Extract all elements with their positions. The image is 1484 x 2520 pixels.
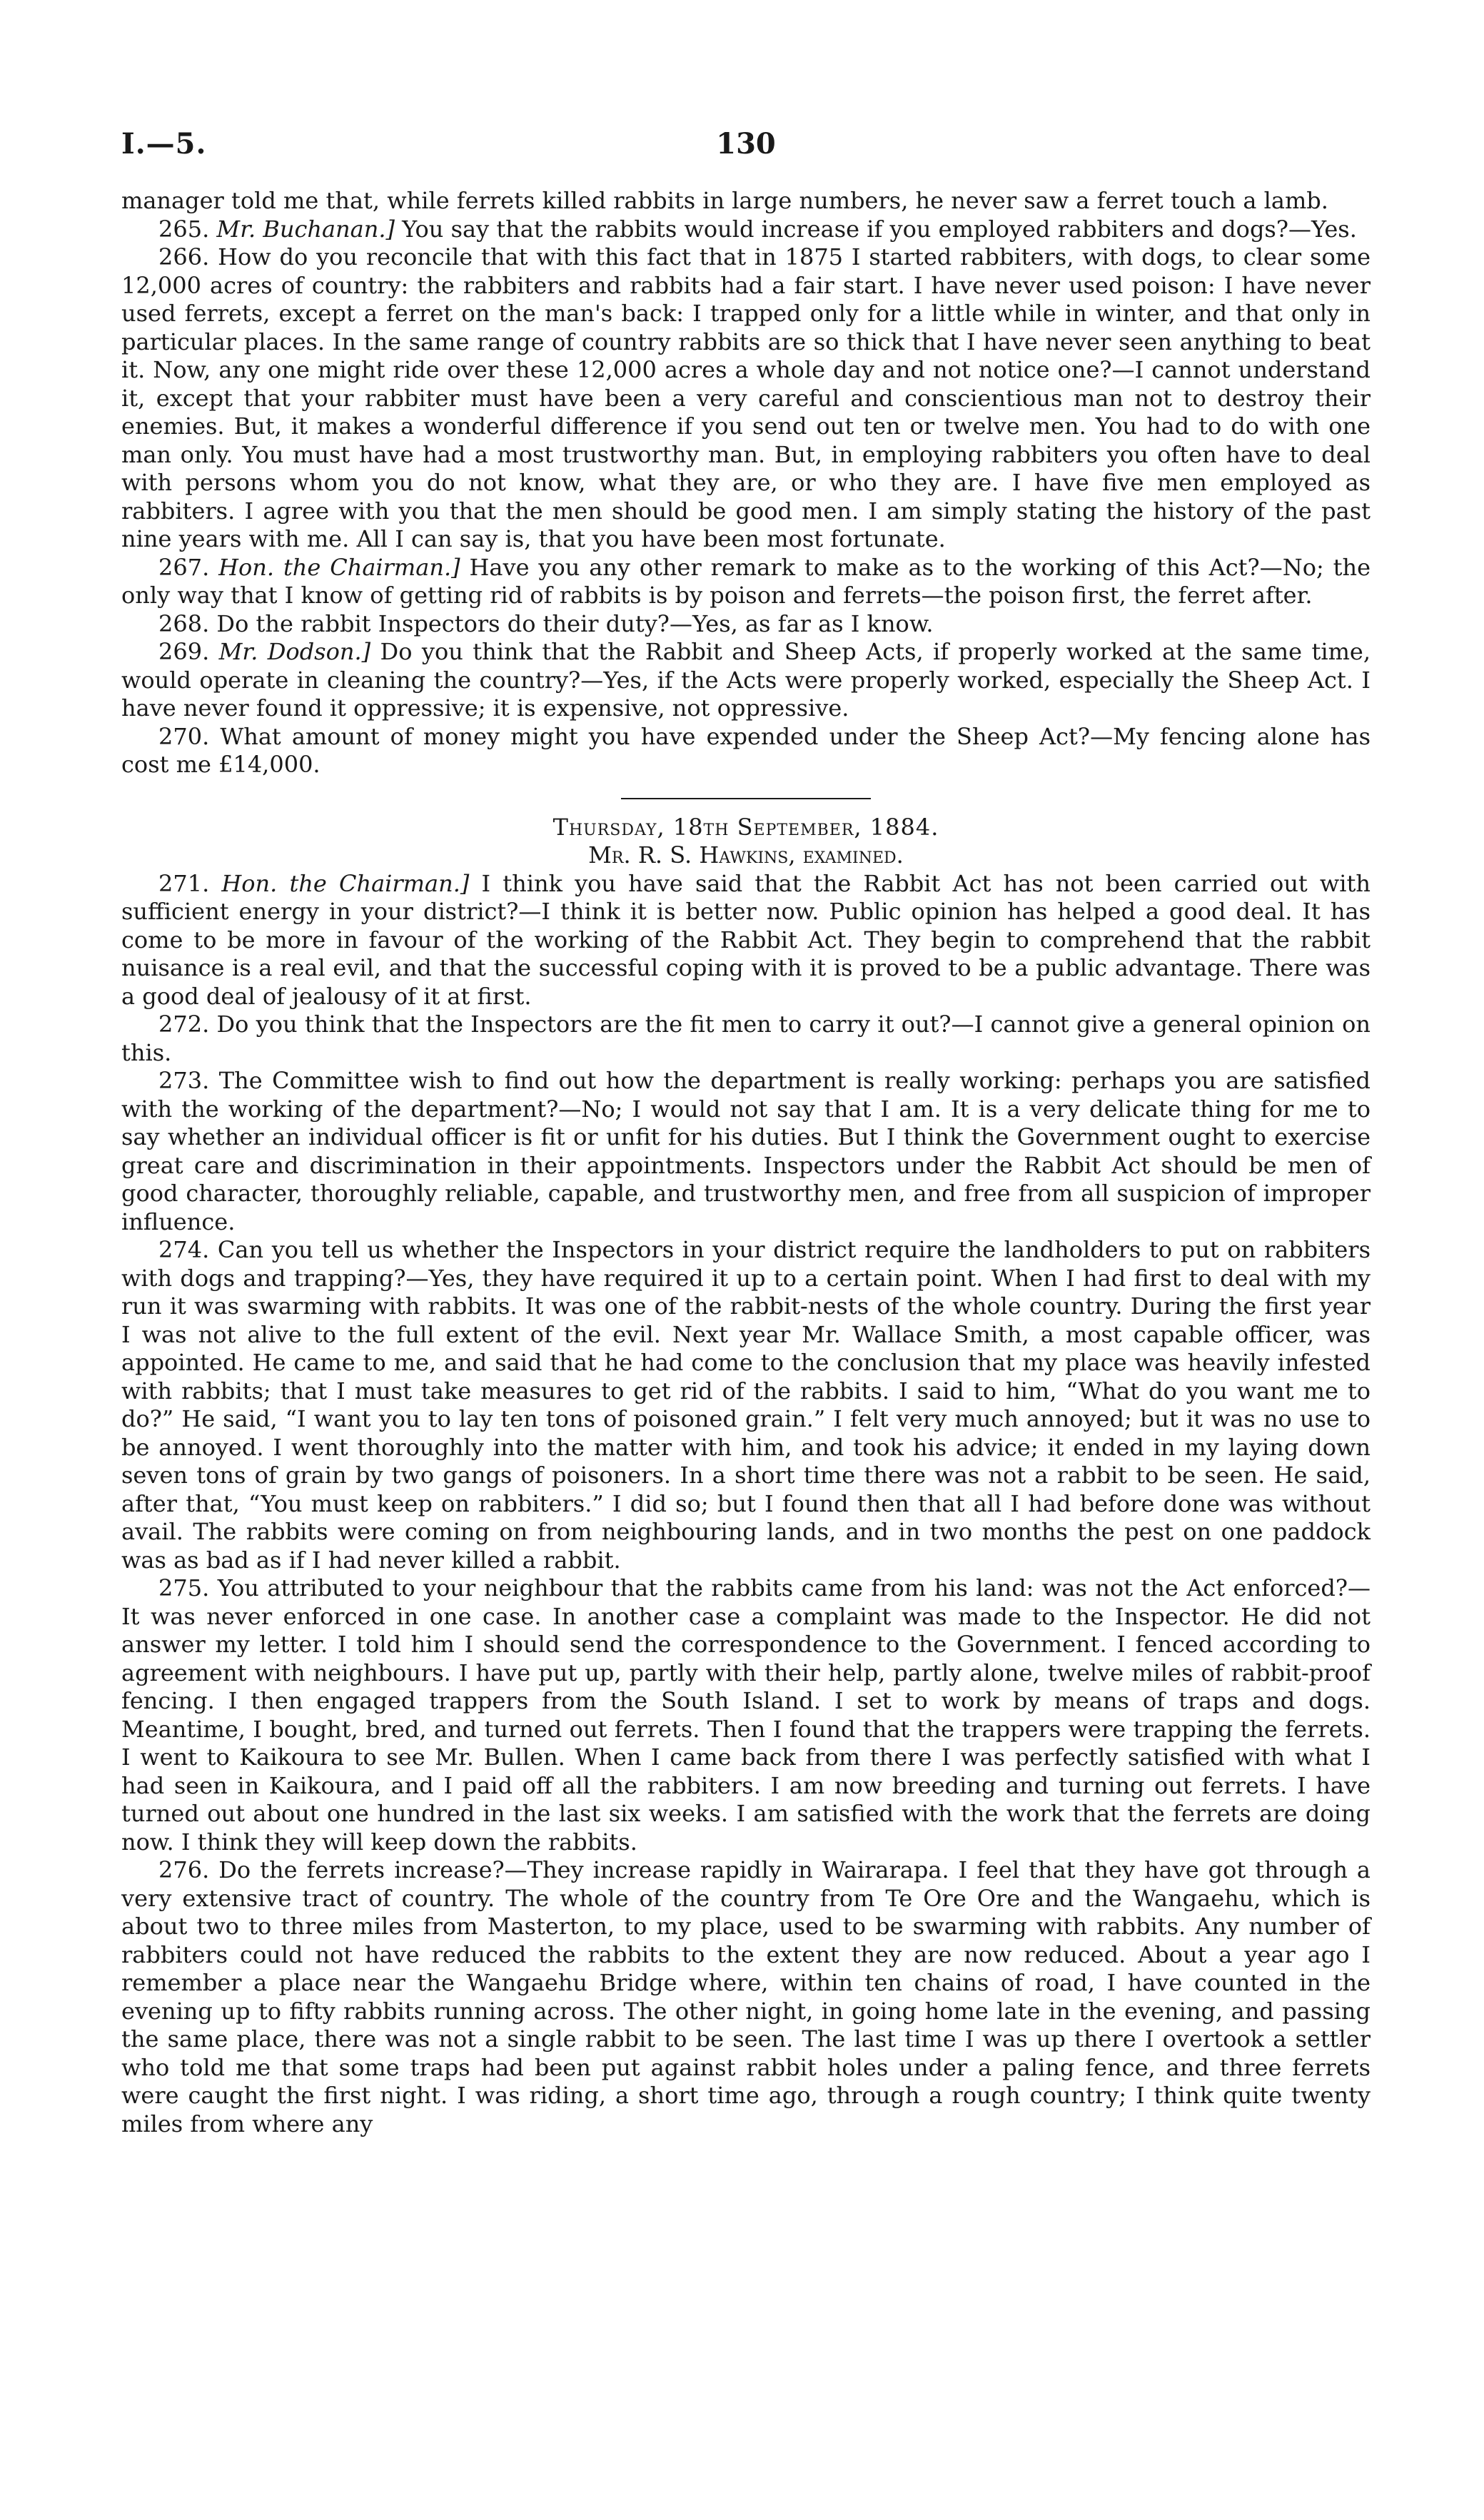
session-date: Thursday, 18th September, 1884. [552, 813, 939, 841]
witness-heading [121, 841, 1371, 870]
witness-name: Mr. R. S. Hawkins, examined. [588, 841, 904, 869]
question-number: 276. [158, 1856, 210, 1883]
question-text: What amount of money might you have expended under the Sheep Act?—My fencing alone has cost me £14,000. [121, 722, 1371, 778]
page-header [121, 127, 1371, 170]
paragraph-continuation: manager told me that, while ferrets killed rabbits in large numbers, he never saw a ferret touch a lamb. [121, 187, 1328, 214]
question-text: How do you reconcile that with this fact that in 1875 I started rabbiters, with dogs, to clear some 12,000 acres of country: the rabbiters and rabbits had a fair start. I have never used poison: I have never used ferrets, except a ferret on the man's back: I trapped only for a little while in winter, and that only in particular places. In the same range of country rabbits are so thick that I have never seen anything to beat it. Now, any one might ride over these 12,000 acres a whole day and not notice one?—I cannot understand it, except that your rabbiter must have been a very careful and conscientious man not to destroy their enemies. But, it makes a wonderful difference if you send out ten or twelve men. You had to do with one man only. You must have had a most trustworthy man. But, in employing rabbiters you often have to deal with persons whom you do not know, what they are, or who they are. I have five men employed as rabbiters. I agree with you that the men should be good men. I am simply stating the history of the past nine years with me. All I can say is, that you have been most fortunate. [121, 243, 1371, 552]
question-text: Do you think that the Inspectors are the fit men to carry it out?—I cannot give a general opinion on this. [121, 1011, 1371, 1066]
question-265 [121, 216, 1371, 244]
question-number: 272. [158, 1011, 210, 1038]
speaker: Mr. Buchanan.] [216, 215, 395, 243]
question-273 [121, 1067, 1371, 1236]
question-text: Can you tell us whether the Inspectors in your district require the landholders to put on rabbiters with dogs and trapping?—Yes, they have required it up to a certain point. When I had first to deal with my run it was swarming with rabbits. It was one of the rabbit-nests of the whole country. During the first year I was not alive to the full extent of the evil. Next year Mr. Wallace Smith, a most capable officer, was appointed. He came to me, and said that he had come to the conclusion that my place was heavily infested with rabbits; that I must take measures to get rid of the rabbits. I said to him, “What do you want me to do?” He said, “I want you to lay ten tons of poisoned grain.” I felt very much annoyed; but it was no use to be annoyed. I went thoroughly into the matter with him, and took his advice; it ended in my laying down seven tons of grain by two gangs of poisoners. In a short time there was not a rabbit to be seen. He said, after that, “You must keep on rabbiters.” I did so; but I found then that all I had before done was without avail. The rabbits were coming on from neighbouring lands, and in two months the pest on one paddock was as bad as if I had never killed a rabbit. [121, 1236, 1371, 1574]
question-number: 266. [158, 243, 210, 270]
page-number: 130 [716, 127, 776, 161]
question-number: 267. [158, 553, 210, 581]
question-text: I think you have said that the Rabbit Act has not been carried out with sufficient energy in your district?—I think it is better now. Public opinion has helped a good deal. It has come to be more in favour of the working of the Rabbit Act. They begin to comprehend that the rabbit nuisance is a real evil, and that the successful coping with it is proved to be a public advantage. There was a good deal of jealousy of it at first. [121, 869, 1371, 1010]
speaker: Mr. Dodson.] [218, 638, 371, 665]
question-268 [121, 610, 1371, 639]
section-divider [621, 798, 871, 799]
question-272 [121, 1011, 1371, 1067]
question-number: 269. [158, 638, 210, 665]
question-270 [121, 723, 1371, 779]
question-267 [121, 554, 1371, 610]
question-number: 271. [158, 869, 210, 897]
question-276 [121, 1856, 1371, 2138]
speaker: Hon. the Chairman.] [221, 869, 470, 897]
paper-reference: I.—5. [121, 127, 207, 161]
question-275 [121, 1574, 1371, 1856]
question-number: 275. [158, 1574, 210, 1601]
body-text [121, 187, 1371, 2138]
question-number: 268. [158, 609, 210, 637]
question-text: Have you any other remark to make as to the working of this Act?—No; the only way that I know of getting rid of rabbits is by poison and ferrets—the poison first, the ferret after. [121, 553, 1371, 609]
question-number: 270. [158, 722, 210, 750]
question-number: 274. [158, 1236, 210, 1263]
question-text: You say that the rabbits would increase if you employed rabbiters and dogs?—Yes. [402, 215, 1357, 243]
speaker: Hon. the Chairman.] [218, 553, 460, 581]
question-number: 265. [158, 215, 210, 243]
question-number: 273. [158, 1067, 210, 1094]
question-266 [121, 243, 1371, 554]
question-text: Do you think that the Rabbit and Sheep Acts, if properly worked at the same time, would operate in cleaning the country?—Yes, if the Acts were properly worked, especially the Sheep Act. I have never found it oppressive; it is expensive, not oppressive. [121, 638, 1371, 722]
document-page [121, 0, 1371, 2520]
question-text: Do the rabbit Inspectors do their duty?—Yes, as far as I know. [216, 609, 934, 637]
question-text: You attributed to your neighbour that the rabbits came from his land: was not the Act enforced?—It was never enforced in one case. In another case a complaint was made to the Inspector. He did not answer my letter. I told him I should send the correspondence to the Government. I fenced according to agreement with neighbours. I have put up, partly with their help, partly alone, twelve miles of rabbit-proof fencing. I then engaged trappers from the South Island. I set to work by means of traps and dogs. Meantime, I bought, bred, and turned out ferrets. Then I found that the trappers were trapping the ferrets. I went to Kaikoura to see Mr. Bullen. When I came back from there I was perfectly satisfied with what I had seen in Kaikoura, and I paid off all the rabbiters. I am now breeding and turning out ferrets. I have turned out about one hundred in the last six weeks. I am satisfied with the work that the ferrets are doing now. I think they will keep down the rabbits. [121, 1574, 1371, 1856]
question-text: The Committee wish to find out how the department is really working: perhaps you are satisfied with the working of the department?—No; I would not say that I am. It is a very delicate thing for me to say whether an individual officer is fit or unfit for his duties. But I think the Government ought to exercise great care and discrimination in their appointments. Inspectors under the Rabbit Act should be men of good character, thoroughly reliable, capable, and trustworthy men, and free from all suspicion of improper influence. [121, 1067, 1371, 1235]
question-274 [121, 1236, 1371, 1574]
question-text: Do the ferrets increase?—They increase rapidly in Wairarapa. I feel that they have got through a very extensive tract of country. The whole of the country from Te Ore Ore and the Wangaehu, which is about two to three miles from Masterton, to my place, used to be swarming with rabbits. Any number of rabbiters could not have reduced the rabbits to the extent they are now reduced. About a year ago I remember a place near the Wangaehu Bridge where, within ten chains of road, I have counted in the evening up to fifty rabbits running across. The other night, in going home late in the evening, and passing the same place, there was not a single rabbit to be seen. The last time I was up there I overtook a settler who told me that some traps had been put against rabbit holes under a paling fence, and three ferrets were caught the first night. I was riding, a short time ago, through a rough country; I think quite twenty miles from where any [121, 1856, 1371, 2137]
question-271 [121, 870, 1371, 1011]
question-269 [121, 638, 1371, 723]
